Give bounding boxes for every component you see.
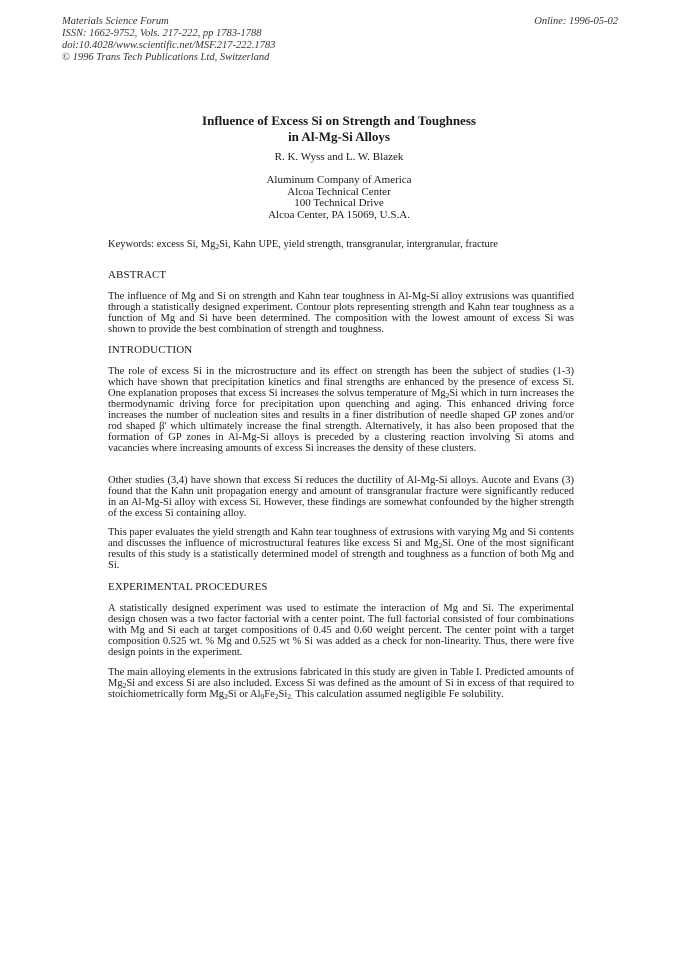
exp-p2-sub-1: 2	[122, 681, 127, 690]
affiliation-line-4: Alcoa Center, PA 15069, U.S.A.	[268, 208, 410, 221]
abstract-text: The influence of Mg and Si on strength and Kahn tear toughness in Al-Mg-Si alloy extrusions was quantified through a statistically designed experiment. Contour plots representing strength and Kahn tear toughness as a function of Mg and Si have been determined. The composition with the lowest amount of excess Si was shown to provide the best combination of strength and toughness.	[108, 291, 574, 335]
issn-line: ISSN: 1662-9752, Vols. 217-222, pp 1783-1788	[62, 28, 262, 39]
authors: R. K. Wyss and L. W. Blazek	[274, 151, 404, 163]
exp-p2-sub-4: 2	[274, 692, 279, 701]
exp-p2-part-a: The main alloying elements in the extrusions fabricated in this study are given in Table I. Predicted amounts of Mg	[108, 667, 574, 689]
exp-p2-part-c: Si or Al	[227, 689, 261, 700]
journal-name: Materials Science Forum	[62, 16, 169, 27]
keywords	[108, 239, 574, 250]
keywords-sub: 2	[215, 242, 220, 251]
keywords-part-a: Keywords: excess Si, Mg	[108, 239, 216, 250]
intro-p3-part-a: This paper evaluates the yield strength and Kahn tear toughness of extrusions with varying Mg and Si contents and discusses the influence of microstructural features like excess Si and Mg	[108, 527, 574, 549]
paper-title	[110, 113, 568, 145]
introduction-paragraph-3	[108, 527, 574, 571]
introduction-paragraph-2: Other studies (3,4) have shown that excess Si reduces the ductility of Al-Mg-Si alloys. Aucote and Evans (3) found that the Kahn unit propagation energy and amount of transgranular fracture were significantly reduced in an Al-Mg-Si alloy with excess Si. However, these findings are somewhat confounded by the higher strength of the excess Si containing alloy.	[108, 475, 574, 519]
title-line-1: Influence of Excess Si on Strength and Toughness	[202, 113, 476, 128]
exp-p2-part-f: This calculation assumed negligible Fe solubility.	[292, 689, 504, 700]
journal-header	[62, 16, 618, 64]
affiliation-line-1: Aluminum Company of America	[266, 174, 412, 186]
affiliation-line-2: Alcoa Technical Center	[287, 185, 391, 198]
exp-p2-part-e: Si	[278, 689, 288, 700]
introduction-paragraph-1	[108, 366, 574, 454]
abstract-heading: ABSTRACT	[108, 269, 167, 281]
affiliation-line-3: 100 Technical Drive	[294, 197, 384, 209]
exp-p2-sub-2: 2	[224, 692, 228, 701]
exp-p2-part-b: Si and excess Si are also included. Excess Si was defined as the amount of Si in excess of that required to stoichiometrically form Mg	[108, 678, 574, 700]
experimental-paragraph-1: A statistically designed experiment was used to estimate the interaction of Mg and Si. The experimental design chosen was a two factor factorial with a center point. The full factorial consisted of four combinations with Mg and Si each at target compositions of 0.45 and 0.60 weight percent. The center point with a target composition 0.525 wt. % Mg and 0.525 wt % Si was added as a check for non-linearity. Thus, there were five design points in the experiment.	[108, 603, 574, 658]
exp-p2-sub-3: 9	[260, 692, 265, 701]
keywords-part-b: Si, Kahn UPE, yield strength, transgranular, intergranular, fracture	[219, 239, 498, 250]
experimental-paragraph-2	[108, 667, 574, 700]
title-line-2: in Al-Mg-Si Alloys	[288, 129, 390, 144]
affiliation	[110, 175, 568, 221]
intro-p1-part-b: Si which in turn increases the thermodynamic driving force for precipitation upon quenching and aging. This enhanced driving force increases the number of nucleation sites and results in a finer distribution of needle shaped GP zones and/or rod shaped β' which ultimately increase the final strength. Alternatively, it has also been proposed that the formation of GP zones in Al-Mg-Si alloys is preceded by a clustering reaction involving Si atoms and vacancies where increasing amounts of excess Si increases the density of these clusters.	[108, 388, 574, 454]
intro-p3-sub: 2	[438, 541, 443, 550]
online-date: Online: 1996-05-02	[534, 16, 618, 27]
experimental-heading: EXPERIMENTAL PROCEDURES	[108, 581, 268, 593]
doi-line[interactable]: doi:10.4028/www.scientific.net/MSF.217-222.1783	[62, 40, 276, 51]
exp-p2-sub-5: 2.	[287, 692, 293, 701]
exp-p2-part-d: Fe	[264, 689, 275, 700]
intro-p1-sub: 2	[445, 391, 450, 400]
copyright-line: © 1996 Trans Tech Publications Ltd, Switzerland	[62, 52, 270, 63]
introduction-heading: INTRODUCTION	[108, 344, 193, 356]
intro-p3-part-b: Si. One of the most significant results of this study is a statistically determined model of strength and toughness as a function of both Mg and Si.	[108, 538, 574, 571]
intro-p1-part-a: The role of excess Si in the microstructure and its effect on strength has been the subject of studies (1-3) which have shown that precipitation kinetics and final strengths are enhanced by the presence of excess Si. One explanation proposes that excess Si increases the solvus temperature of Mg	[108, 366, 574, 399]
